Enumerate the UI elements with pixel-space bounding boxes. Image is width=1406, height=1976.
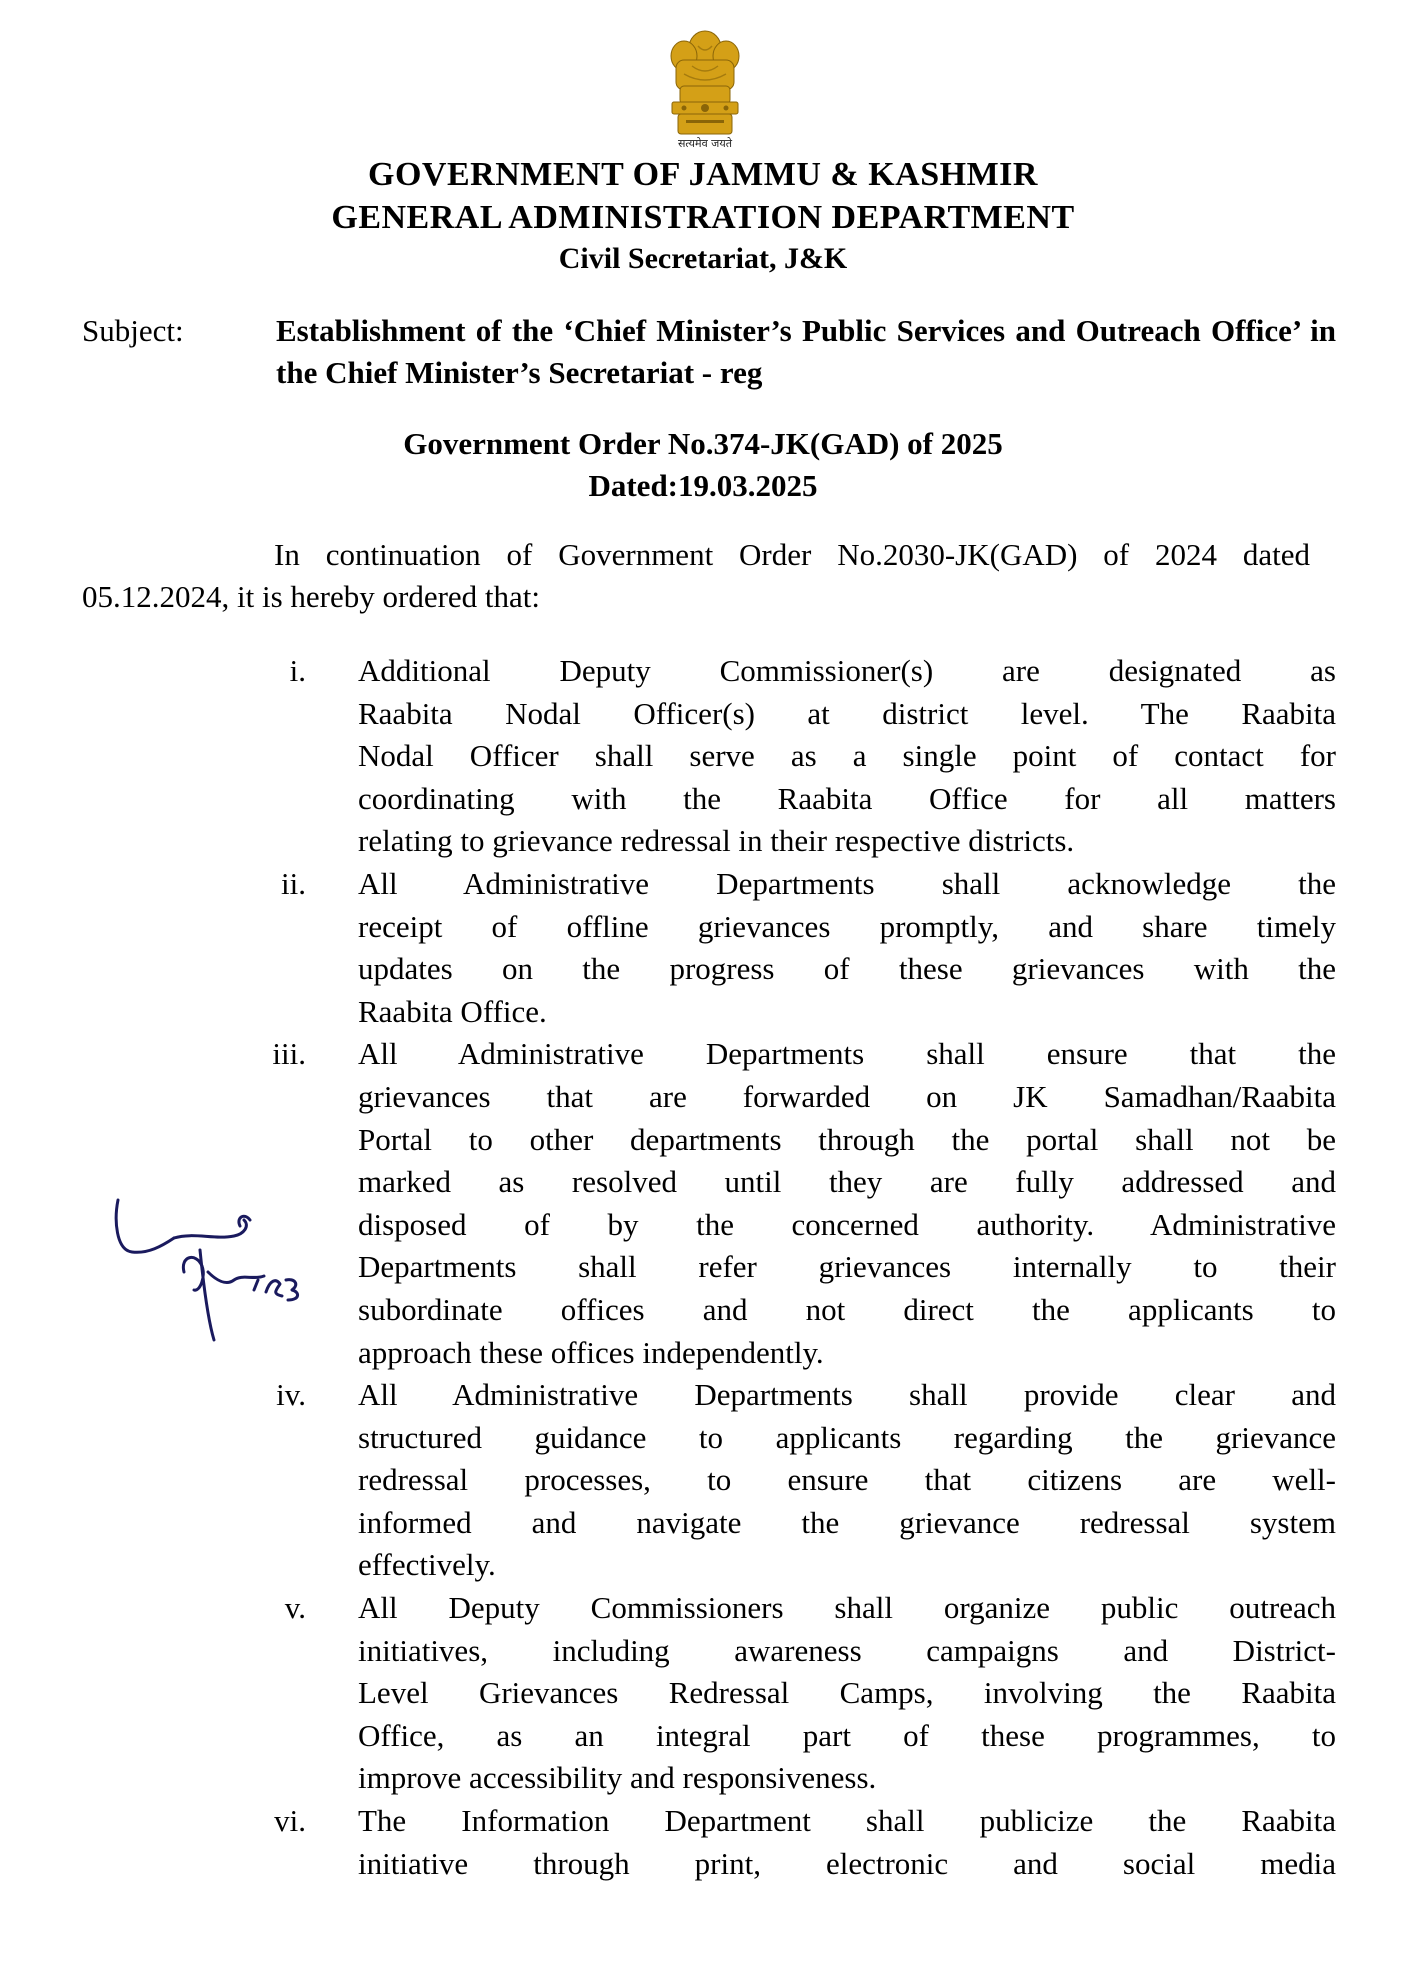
clause-line: The Information Department shall publicize the Raabita [358,1803,1336,1839]
clause-numeral: v. [284,1590,306,1626]
clause-line: effectively. [358,1547,496,1583]
clause-line: Level Grievances Redressal Camps, involving the Raabita [358,1675,1336,1711]
clause-line: marked as resolved until they are fully addressed and [358,1164,1336,1200]
clause-line: Office, as an integral part of these programmes, to [358,1717,1336,1753]
clause-line: improve accessibility and responsiveness. [358,1760,877,1796]
clause-line: initiative through print, electronic and social media [358,1845,1336,1881]
clause-line: Portal to other departments through the portal shall not be [358,1121,1336,1157]
order-clause [240,1374,1336,1587]
clause-line: disposed of by the concerned authority. Administrative [358,1206,1336,1242]
clause-text [358,1033,1336,1374]
clause-text [358,1374,1336,1587]
clause-line: All Administrative Departments shall ensure that the [358,1036,1336,1072]
clause-line: subordinate offices and not direct the applicants to [358,1291,1336,1327]
header-government: GOVERNMENT OF JAMMU & KASHMIR [368,156,1038,193]
clause-line: structured guidance to applicants regarding the grievance [358,1419,1336,1455]
clause-line: All Deputy Commissioners shall organize public outreach [358,1590,1336,1626]
clause-line: All Administrative Departments shall acknowledge the [358,865,1336,901]
handwritten-signature-icon [104,1180,304,1350]
clause-line: grievances that are forwarded on JK Samadhan/Raabita [358,1078,1336,1114]
clause-line: updates on the progress of these grievances with the [358,951,1336,987]
order-clause [240,1033,1336,1374]
clause-text [358,650,1336,863]
clause-line: Additional Deputy Commissioner(s) are designated as [358,653,1336,688]
clause-line: Departments shall refer grievances internally to their [358,1249,1336,1285]
order-clause [240,863,1336,1033]
order-date: Dated:19.03.2025 [588,468,818,503]
clause-numeral: ii. [281,865,306,901]
clause-numeral: i. [289,653,306,688]
order-clauses-list [240,650,1336,1885]
clause-numeral: vi. [274,1803,306,1839]
subject-text: Establishment of the ‘Chief Minister’s Public Services and Outreach Office’ in the Chief Minister’s Secretariat - reg [276,313,1336,390]
clause-line: All Administrative Departments shall provide clear and [358,1377,1336,1413]
header-department: GENERAL ADMINISTRATION DEPARTMENT [331,199,1075,236]
clause-line: Raabita Nodal Officer(s) at district level. The Raabita [358,695,1336,731]
emblem-motto: सत्यमेव जयते [677,137,732,150]
clause-numeral: iv. [276,1377,306,1413]
clause-line: redressal processes, to ensure that citizens are well- [358,1462,1336,1498]
header-secretariat: Civil Secretariat, J&K [558,242,848,275]
subject-label: Subject: [82,313,184,348]
clause-line: relating to grievance redressal in their respective districts. [358,823,1075,859]
order-clause [240,650,1336,863]
clause-numeral: iii. [272,1036,306,1072]
clause-line: informed and navigate the grievance redressal system [358,1504,1336,1540]
clause-line: initiatives, including awareness campaigns and District- [358,1632,1336,1668]
clause-text [358,863,1336,1033]
clause-line: approach these offices independently. [358,1334,824,1370]
clause-text [358,1587,1336,1800]
national-emblem-icon [662,26,748,154]
clause-line: Nodal Officer shall serve as a single point of contact for [358,738,1336,774]
clause-line: coordinating with the Raabita Office for all matters [358,780,1336,816]
clause-line: receipt of offline grievances promptly, and share timely [358,908,1336,944]
clause-text [358,1800,1336,1885]
order-clause [240,1587,1336,1800]
order-clause [240,1800,1336,1885]
clause-line: Raabita Office. [358,993,547,1029]
intro-paragraph: In continuation of Government Order No.2030-JK(GAD) of 2024 dated 05.12.2024, it is hereby ordered that: [82,537,1310,614]
order-number: Government Order No.374-JK(GAD) of 2025 [403,426,1003,461]
